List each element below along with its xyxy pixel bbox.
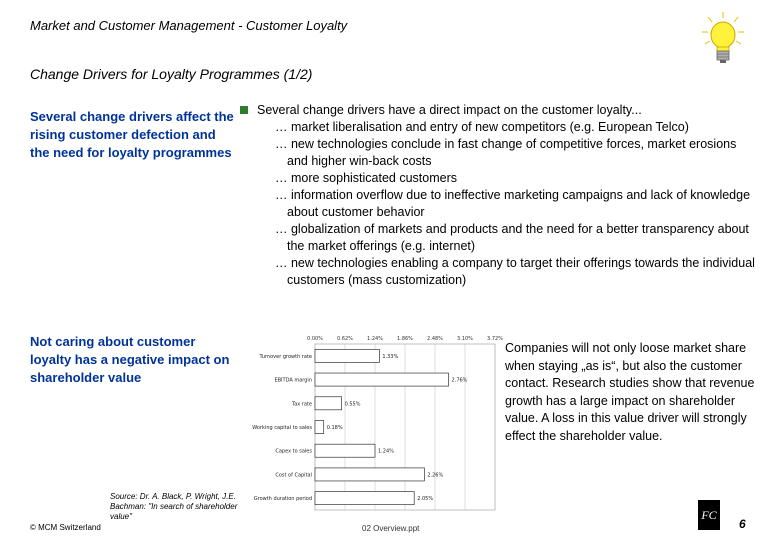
data-label: 0.55% [344, 401, 361, 408]
tick-label: 2.48% [427, 336, 443, 342]
page-number: 6 [739, 517, 746, 531]
category-label: Cost of Capital [275, 472, 312, 479]
bullet-sub: … information overflow due to ineffective marketing campaigns and lack of knowledge about customer behavior [275, 188, 751, 219]
copyright: © MCM Switzerland [30, 523, 101, 532]
bullet-main: Several change drivers have a direct impact on the customer loyalty... [240, 102, 760, 119]
category-label: Working capital to sales [252, 425, 312, 431]
bar [315, 492, 414, 505]
category-label: Growth duration period [253, 496, 312, 503]
category-label: Capex to sales [275, 448, 312, 455]
bar [315, 420, 324, 433]
bullet-sub: … new technologies enabling a company to target their offerings towards the individual customers (mass customization) [275, 256, 755, 287]
side-note-shareholder-value: Not caring about customer loyalty has a negative impact on shareholder value [30, 334, 230, 385]
tick-label: 3.72% [487, 336, 503, 342]
right-paragraph: Companies will not only loose market share when staying „as is“, but also the customer contact. Research studies show that revenue growth has a large impact on shareholder value. A loss in this value driver will strongly effect the shareholder value. [505, 341, 755, 443]
category-label: EBITDA margin [274, 377, 312, 384]
bar [315, 444, 375, 457]
data-label: 1.24% [378, 448, 394, 455]
footer-filename: 02 Overview.ppt [362, 524, 420, 533]
data-label: 1.33% [382, 353, 399, 360]
bar [315, 397, 342, 410]
source-note: Source: Dr. A. Black, P. Wright, J.E. Bachman: "In search of shareholder value" [110, 492, 238, 521]
bullet-sub: … globalization of markets and products and the need for a better transparency about the market offerings (e.g. internet) [275, 222, 749, 253]
tick-label: 1.86% [397, 336, 413, 342]
slide-title: Change Drivers for Loyalty Programmes (1/2) [30, 66, 313, 82]
tick-label: 0.62% [337, 336, 353, 342]
data-label: 2.76% [451, 377, 468, 384]
category-label: Tax rate [292, 401, 312, 408]
data-label: 2.05% [417, 496, 434, 503]
bar [315, 373, 449, 386]
data-label: 0.18% [326, 425, 343, 431]
data-label: 2.26% [427, 472, 444, 479]
bullet-list [240, 102, 760, 289]
tick-label: 3.10% [457, 336, 473, 342]
bullet-sub: … more sophisticated customers [275, 171, 458, 185]
bar [315, 349, 379, 362]
value-driver-chart [230, 330, 503, 515]
bar [315, 468, 424, 481]
category-label: Turnover growth rate [259, 353, 312, 360]
bullet-sub: … new technologies conclude in fast change of competitive forces, market erosions and higher win-back costs [275, 137, 737, 168]
tick-label: 1.24% [367, 336, 383, 342]
side-note-change-drivers: Several change drivers affect the rising customer defection and the need for loyalty programmes [30, 109, 234, 160]
tick-label: 0.00% [307, 336, 323, 342]
header-title: Market and Customer Management - Customer Loyalty [30, 18, 348, 33]
lightbulb-icon [698, 10, 748, 72]
bullet-sub: … market liberalisation and entry of new competitors (e.g. European Telco) [275, 120, 689, 134]
company-logo: FC [698, 500, 720, 530]
